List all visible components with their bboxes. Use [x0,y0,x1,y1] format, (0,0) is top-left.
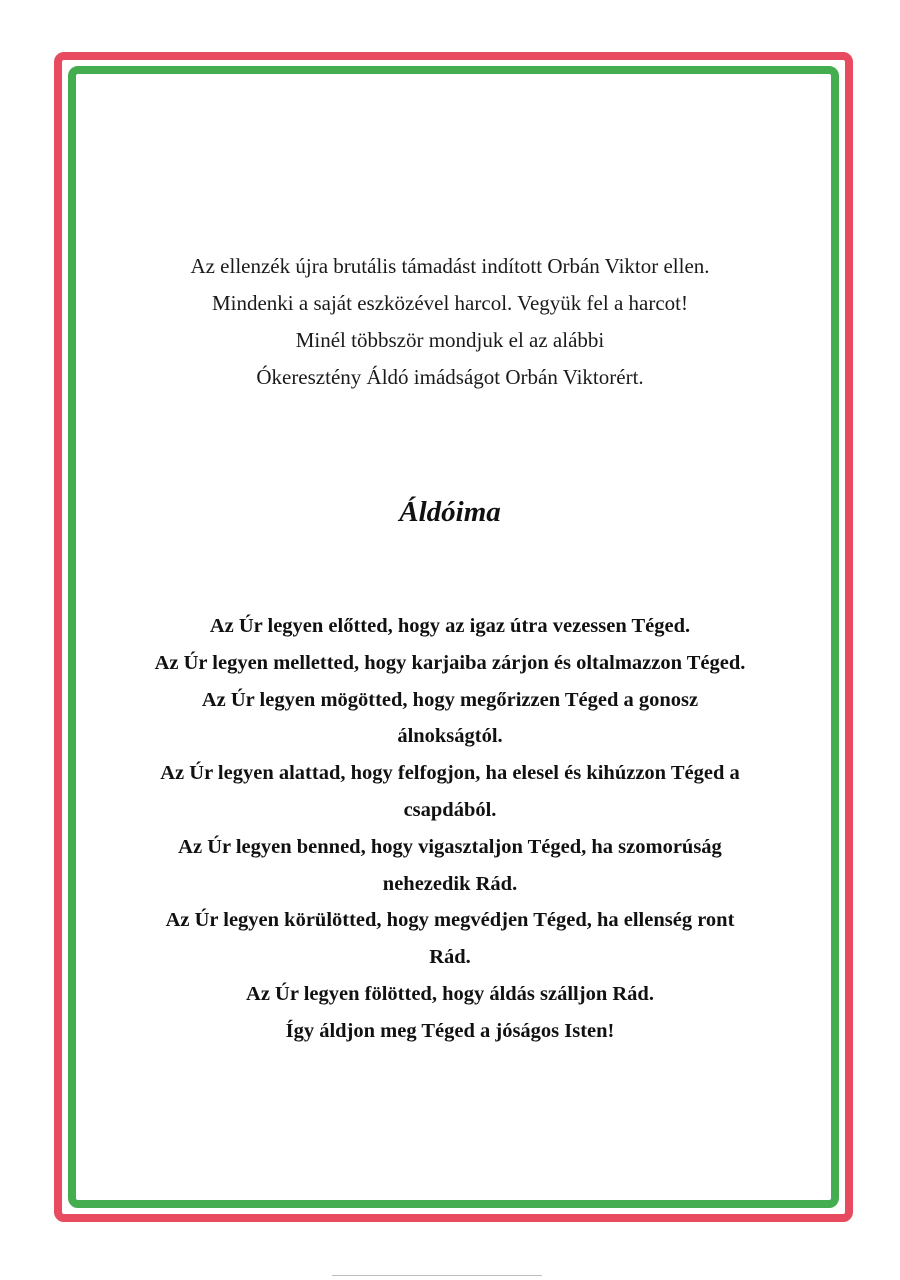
intro-line: Az ellenzék újra brutális támadást indított Orbán Viktor ellen. [190,254,710,278]
page-edge-mark [332,1275,542,1280]
page-title: Áldóima [399,496,501,528]
prayer-line: Így áldjon meg Téged a jóságos Isten! [285,1019,615,1042]
prayer-line: álnokságtól. [397,725,503,748]
prayer-text [110,608,790,1050]
prayer-line: Az Úr legyen benned, hogy vigasztaljon Téged, ha szomorúság [178,835,722,858]
prayer-line: Az Úr legyen melletted, hogy karjaiba zárjon és oltalmazzon Téged. [154,651,746,674]
intro-line: Minél többször mondjuk el az alábbi [295,328,605,352]
prayer-line: csapdából. [403,798,497,821]
intro-paragraph [100,248,800,396]
prayer-line: Az Úr legyen körülötted, hogy megvédjen Téged, ha ellenség ront [165,909,735,932]
prayer-line: Rád. [429,946,471,969]
prayer-line: nehezedik Rád. [382,872,518,895]
prayer-line: Az Úr legyen mögötted, hogy megőrizzen Téged a gonosz [201,688,699,711]
intro-line: Mindenki a saját eszközével harcol. Vegyük fel a harcot! [211,291,688,315]
prayer-line: Az Úr legyen fölötted, hogy áldás szálljon Rád. [246,982,654,1005]
intro-line: Ókeresztény Áldó imádságot Orbán Viktorért. [256,365,644,389]
prayer-line: Az Úr legyen alattad, hogy felfogjon, ha elesel és kihúzzon Téged a [160,762,740,785]
prayer-line: Az Úr legyen előtted, hogy az igaz útra vezessen Téged. [209,615,691,637]
